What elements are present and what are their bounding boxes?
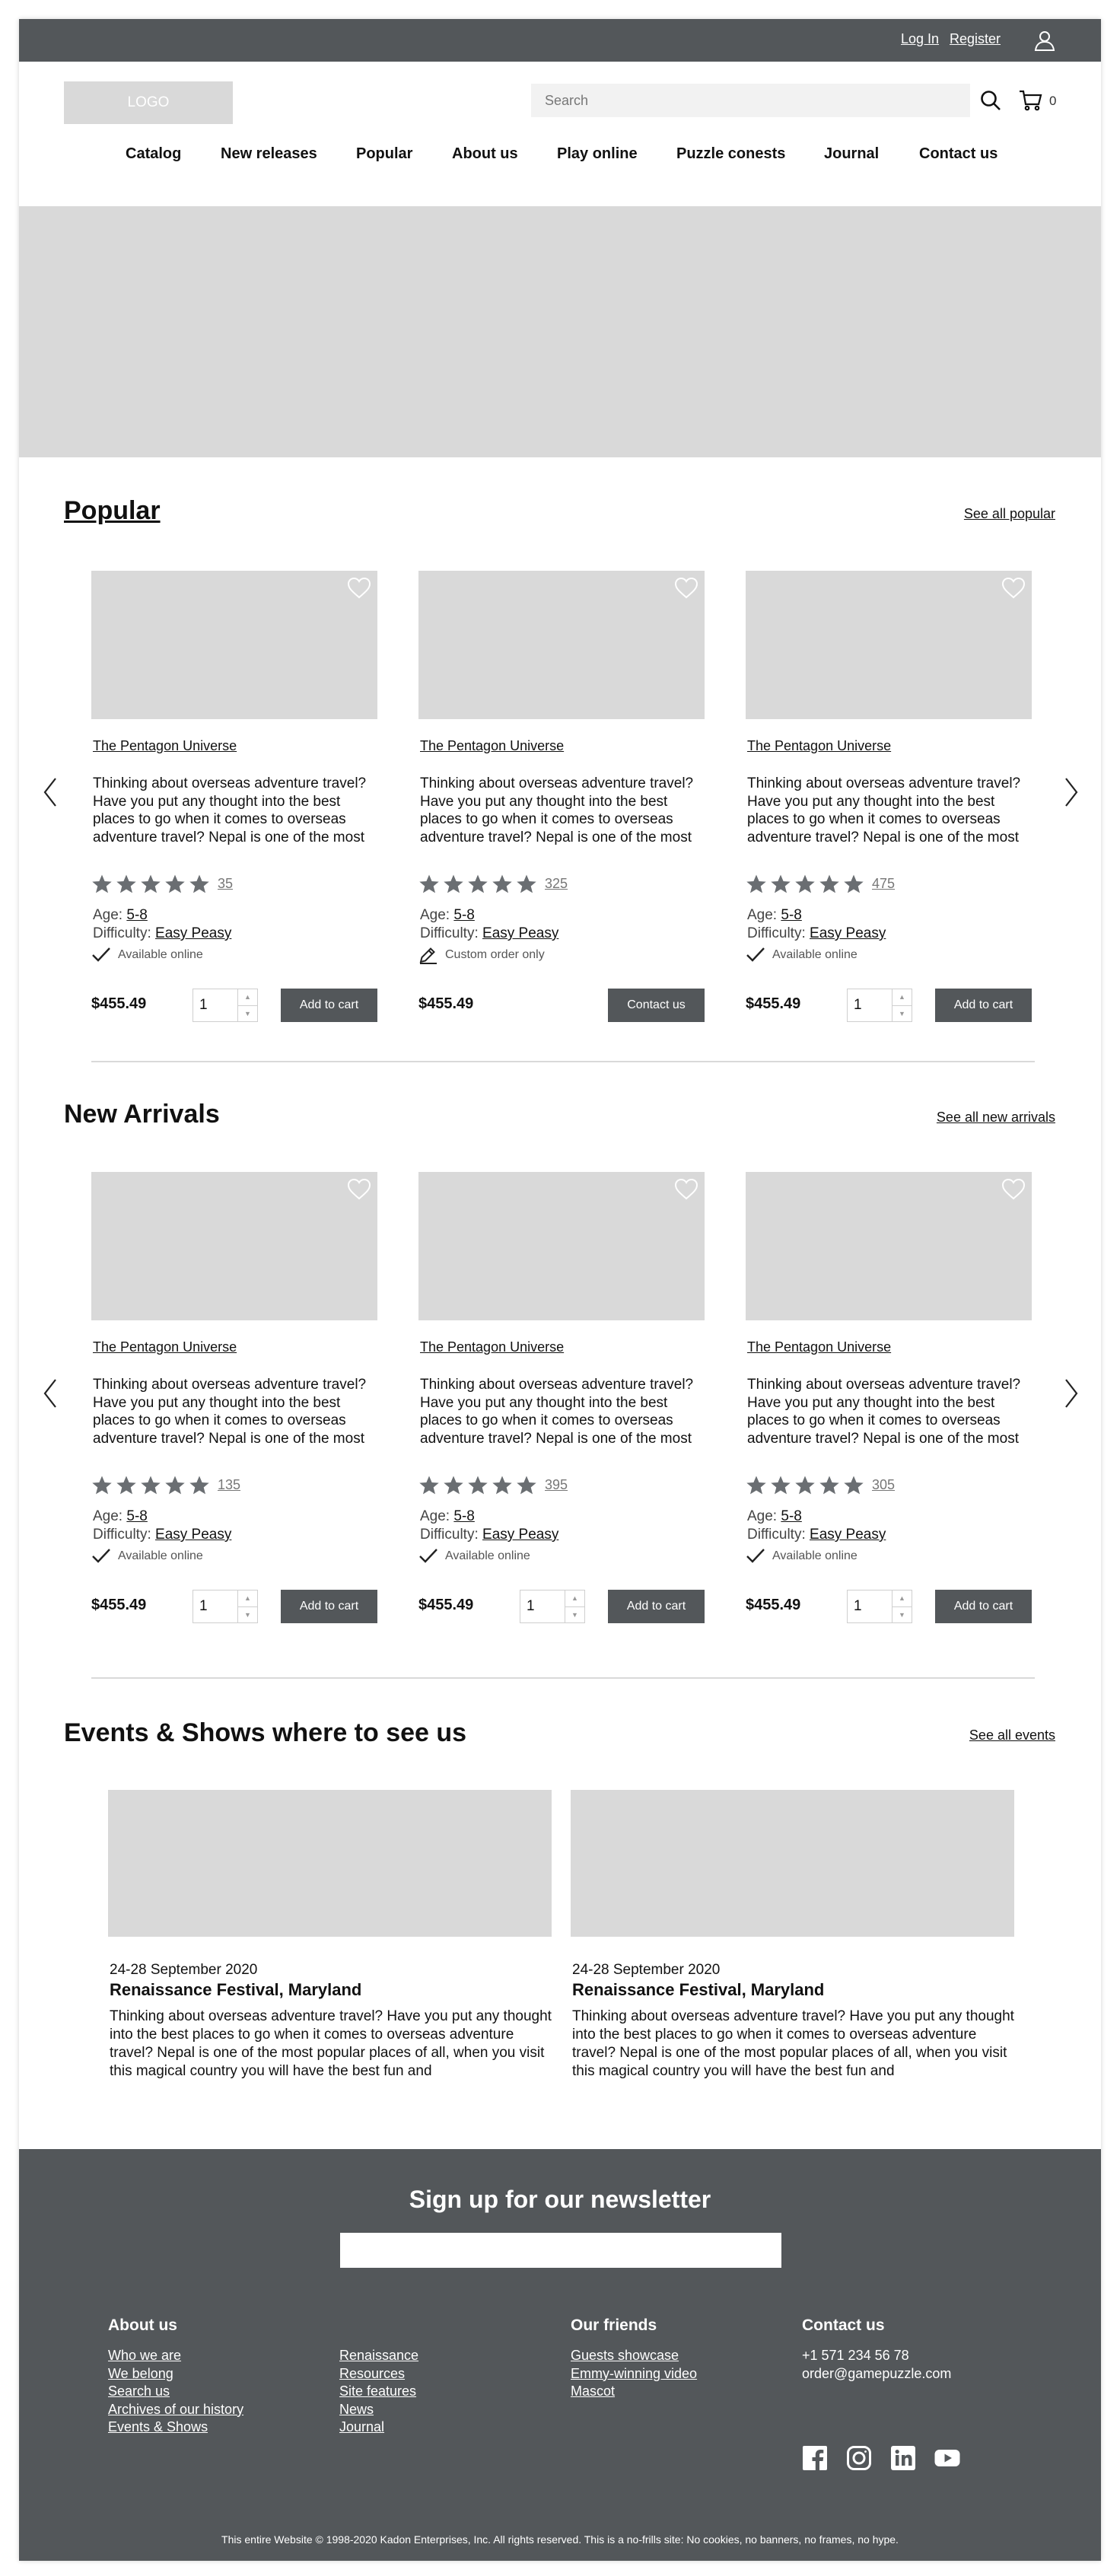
heart-icon[interactable] [1001, 1178, 1026, 1201]
age-value-link[interactable]: 5-8 [126, 907, 148, 923]
carousel-prev-arrow[interactable] [42, 1378, 59, 1409]
age-label: Age: [747, 907, 778, 923]
main-nav [19, 145, 1101, 168]
decrement-icon[interactable]: ▼ [565, 1606, 584, 1623]
product-name-link[interactable]: The Pentagon Universe [420, 738, 565, 753]
decrement-icon[interactable]: ▼ [892, 1606, 912, 1623]
increment-icon[interactable]: ▲ [244, 1594, 251, 1603]
product-name-link[interactable]: The Pentagon Universe [93, 738, 237, 753]
availability-text: Available online [445, 1549, 530, 1562]
difficulty-value-link[interactable]: Easy Peasy [810, 1527, 886, 1543]
nav-contact-us[interactable]: Contact us [919, 145, 998, 162]
rating-star-icon [164, 874, 186, 895]
footer-more-links [339, 2347, 418, 2437]
quantity-stepper[interactable] [520, 1590, 585, 1623]
rating-star-icon [794, 1475, 816, 1496]
rating-star-icon [819, 1475, 840, 1496]
age-value-link[interactable]: 5-8 [781, 907, 802, 923]
product-age [420, 907, 475, 924]
see-all-popular-link[interactable]: See all popular [963, 506, 1055, 521]
product-price: $455.49 [746, 995, 801, 1012]
age-label: Age: [420, 1508, 450, 1524]
quantity-stepper[interactable] [847, 989, 912, 1022]
rating-star-icon [116, 874, 137, 895]
rating-stars [91, 874, 210, 895]
review-count-link[interactable]: 325 [545, 876, 568, 891]
decrement-icon[interactable]: ▼ [892, 1005, 912, 1022]
product-price: $455.49 [746, 1597, 801, 1613]
product-price: $455.49 [418, 1597, 474, 1613]
rating-star-icon [189, 874, 210, 895]
rating-star-icon [770, 874, 791, 895]
footer-link-search-us[interactable]: Search us [108, 2383, 170, 2399]
hero-banner[interactable] [19, 206, 1101, 457]
carousel-next-arrow[interactable] [1063, 777, 1080, 807]
rating-star-icon [843, 1475, 864, 1496]
rating-star-icon [746, 874, 767, 895]
footer-link-archives[interactable]: Archives of our history [108, 2401, 244, 2417]
age-value-link[interactable]: 5-8 [453, 1508, 475, 1524]
rating-star-icon [189, 1475, 210, 1496]
product-difficulty [93, 925, 231, 942]
heart-icon[interactable] [674, 577, 698, 600]
difficulty-label: Difficulty: [93, 925, 151, 941]
event-date: 24-28 September 2020 [572, 1962, 721, 1978]
increment-icon[interactable]: ▲ [244, 993, 251, 1001]
footer-link-emmy-video[interactable]: Emmy-winning video [571, 2365, 698, 2381]
product-difficulty [747, 925, 886, 942]
quantity-value[interactable]: 1 [527, 1598, 535, 1614]
nav-catalog[interactable]: Catalog [126, 145, 182, 162]
footer-friends-links [571, 2347, 697, 2401]
rating-star-icon [140, 1475, 161, 1496]
new-arrivals-title: New Arrivals [64, 1100, 220, 1129]
cart-count: 0 [1049, 94, 1057, 108]
product-price: $455.49 [418, 995, 474, 1012]
event-title[interactable]: Renaissance Festival, Maryland [110, 1980, 362, 1999]
age-value-link[interactable]: 5-8 [781, 1508, 802, 1524]
age-value-link[interactable]: 5-8 [126, 1508, 148, 1524]
difficulty-value-link[interactable]: Easy Peasy [482, 1527, 559, 1543]
rating-star-icon [164, 1475, 186, 1496]
product-price: $455.49 [91, 995, 147, 1012]
section-divider [91, 1677, 1035, 1679]
difficulty-label: Difficulty: [747, 1527, 806, 1543]
pencil-icon [418, 946, 438, 964]
product-name-link[interactable]: The Pentagon Universe [747, 1339, 892, 1355]
difficulty-value-link[interactable]: Easy Peasy [155, 1527, 232, 1543]
rating-star-icon [516, 1475, 537, 1496]
events-title: Events & Shows where to see us [64, 1718, 467, 1747]
decrement-icon[interactable]: ▼ [238, 1005, 257, 1022]
add-to-cart-button[interactable]: Add to cart [935, 989, 1032, 1022]
rating-star-icon [770, 1475, 791, 1496]
add-to-cart-button[interactable]: Add to cart [281, 989, 377, 1022]
popular-title: Popular [64, 496, 161, 525]
nav-puzzle-contests[interactable]: Puzzle conests [676, 145, 786, 162]
rating-star-icon [116, 1475, 137, 1496]
footer-link-events-shows[interactable]: Events & Shows [108, 2419, 208, 2434]
check-icon [91, 946, 111, 964]
instagram-icon[interactable] [846, 2445, 872, 2471]
login-link[interactable]: Log In [901, 31, 940, 46]
see-all-new-arrivals-link[interactable]: See all new arrivals [936, 1110, 1055, 1125]
register-link[interactable]: Register [950, 31, 1001, 46]
product-age [420, 1508, 475, 1525]
rating-star-icon [746, 1475, 767, 1496]
event-date: 24-28 September 2020 [110, 1962, 258, 1978]
footer [19, 2149, 1101, 2561]
product-name-link[interactable]: The Pentagon Universe [420, 1339, 565, 1355]
age-label: Age: [420, 907, 450, 923]
carousel-next-arrow[interactable] [1063, 1378, 1080, 1409]
difficulty-label: Difficulty: [420, 925, 479, 941]
footer-link-site-features[interactable]: Site features [339, 2383, 417, 2399]
see-all-events-link[interactable]: See all events [969, 1727, 1055, 1743]
product-card[interactable] [91, 1172, 377, 1629]
product-image[interactable] [746, 571, 1032, 719]
event-image[interactable] [108, 1790, 552, 1937]
footer-link-resources[interactable]: Resources [339, 2365, 406, 2381]
quantity-value[interactable]: 1 [854, 997, 862, 1013]
review-count-link[interactable]: 475 [872, 876, 896, 891]
add-to-cart-button[interactable]: Add to cart [608, 1590, 705, 1623]
rating-stars [418, 1475, 537, 1496]
availability-status [746, 946, 858, 964]
availability-status [746, 1547, 858, 1565]
nav-play-online[interactable]: Play online [557, 145, 638, 162]
footer-link-mascot[interactable]: Mascot [571, 2383, 616, 2399]
availability-text: Available online [118, 948, 203, 961]
product-description: Thinking about overseas adventure travel? Have you put any thought into the best places to go when it comes to overseas adventure travel? Nepal is one of the most [420, 1377, 694, 1447]
product-description: Thinking about overseas adventure travel? Have you put any thought into the best places to go when it comes to overseas adventure travel? Nepal is one of the most [747, 775, 1021, 845]
event-description: Thinking about overseas adventure travel? Have you put any thought into the best places to go when it comes to overseas adventure travel? Nepal is one of the most popular places of all, when you visit this magical country you will have the best fun and [110, 2008, 552, 2079]
rating-star-icon [91, 1475, 113, 1496]
newsletter-title: Sign up for our newsletter [409, 2186, 711, 2213]
check-icon [91, 1547, 111, 1565]
search-icon[interactable] [979, 89, 1002, 112]
rating-stars [746, 874, 864, 895]
add-to-cart-button[interactable]: Add to cart [281, 1590, 377, 1623]
rating-star-icon [418, 874, 440, 895]
quantity-stepper[interactable] [847, 1590, 912, 1623]
product-description: Thinking about overseas adventure travel? Have you put any thought into the best places to go when it comes to overseas adventure travel? Nepal is one of the most [747, 1377, 1021, 1447]
product-image[interactable] [418, 571, 705, 719]
increment-icon[interactable]: ▲ [899, 993, 905, 1001]
quantity-stepper[interactable] [192, 1590, 258, 1623]
age-label: Age: [747, 1508, 778, 1524]
event-card[interactable] [571, 1790, 1014, 2094]
difficulty-value-link[interactable]: Easy Peasy [482, 925, 559, 941]
contact-us-button[interactable]: Contact us [608, 989, 705, 1022]
user-icon[interactable] [1032, 28, 1057, 53]
quantity-value[interactable]: 1 [854, 1598, 862, 1614]
nav-new-releases[interactable]: New releases [221, 145, 317, 162]
footer-link-guests-showcase[interactable]: Guests showcase [571, 2348, 679, 2363]
product-card[interactable] [418, 571, 705, 1027]
footer-about-links [108, 2347, 243, 2437]
difficulty-label: Difficulty: [747, 925, 806, 941]
rating-star-icon [443, 1475, 464, 1496]
product-age [93, 1508, 148, 1525]
product-difficulty [420, 925, 558, 942]
rating-stars [91, 1475, 210, 1496]
quantity-value[interactable]: 1 [199, 997, 208, 1013]
newsletter-email-input[interactable] [340, 2233, 781, 2268]
product-difficulty [420, 1527, 558, 1543]
footer-link-who-we-are[interactable]: Who we are [108, 2348, 182, 2363]
decrement-icon[interactable]: ▼ [238, 1606, 257, 1623]
age-value-link[interactable]: 5-8 [453, 907, 475, 923]
footer-link-renaissance[interactable]: Renaissance [339, 2348, 419, 2363]
product-image[interactable] [746, 1172, 1032, 1320]
difficulty-value-link[interactable]: Easy Peasy [155, 925, 232, 941]
increment-icon[interactable]: ▲ [571, 1594, 578, 1603]
age-label: Age: [93, 1508, 123, 1524]
product-age [747, 1508, 802, 1525]
footer-friends-title: Our friends [571, 2316, 657, 2334]
nav-about-us[interactable]: About us [452, 145, 518, 162]
availability-status [91, 1547, 203, 1565]
rating-star-icon [467, 1475, 488, 1496]
product-difficulty [93, 1527, 231, 1543]
top-bar [19, 19, 1101, 62]
check-icon [746, 1547, 765, 1565]
facebook-icon[interactable] [802, 2445, 828, 2471]
footer-link-we-belong[interactable]: We belong [108, 2365, 173, 2381]
heart-icon[interactable] [347, 577, 371, 600]
product-card[interactable] [91, 571, 377, 1027]
product-card[interactable] [746, 1172, 1032, 1629]
section-divider [91, 1061, 1035, 1062]
review-count-link[interactable]: 395 [545, 1477, 568, 1492]
search-input[interactable] [531, 84, 970, 117]
review-count-link[interactable]: 305 [872, 1477, 896, 1492]
event-card[interactable] [108, 1790, 552, 2094]
rating-star-icon [492, 874, 513, 895]
footer-contact-title: Contact us [802, 2316, 885, 2334]
quantity-value[interactable]: 1 [199, 1598, 208, 1614]
footer-link-news[interactable]: News [339, 2401, 374, 2417]
rating-star-icon [443, 874, 464, 895]
availability-status [418, 1547, 530, 1565]
product-description: Thinking about overseas adventure travel? Have you put any thought into the best places to go when it comes to overseas adventure travel? Nepal is one of the most [93, 1377, 367, 1447]
rating-star-icon [819, 874, 840, 895]
product-description: Thinking about overseas adventure travel? Have you put any thought into the best places to go when it comes to overseas adventure travel? Nepal is one of the most [420, 775, 694, 845]
availability-text: Available online [772, 948, 858, 961]
check-icon [418, 1547, 438, 1565]
page-frame [19, 19, 1101, 2561]
product-image[interactable] [91, 1172, 377, 1320]
linkedin-icon[interactable] [890, 2445, 916, 2471]
rating-star-icon [492, 1475, 513, 1496]
product-card[interactable] [746, 571, 1032, 1027]
difficulty-value-link[interactable]: Easy Peasy [810, 925, 886, 941]
quantity-stepper[interactable] [192, 989, 258, 1022]
event-image[interactable] [571, 1790, 1014, 1937]
product-difficulty [747, 1527, 886, 1543]
rating-stars [746, 1475, 864, 1496]
copyright-text: This entire Website © 1998-2020 Kadon Enterprises, Inc. All rights reserved. This is a no-frills site: No cookies, no banners, no frames, no hype. [221, 2533, 899, 2546]
availability-text: Custom order only [445, 948, 545, 961]
product-price: $455.49 [91, 1597, 147, 1613]
contact-email[interactable]: order@gamepuzzle.com [802, 2365, 952, 2381]
event-description: Thinking about overseas adventure travel? Have you put any thought into the best places to go when it comes to overseas adventure travel? Nepal is one of the most popular places of all, when you visit this magical country you will have the best fun and [572, 2008, 1014, 2079]
rating-star-icon [91, 874, 113, 895]
product-name-link[interactable]: The Pentagon Universe [93, 1339, 237, 1355]
carousel-prev-arrow[interactable] [42, 777, 59, 807]
availability-status [91, 946, 203, 964]
review-count-link[interactable]: 135 [218, 1477, 241, 1492]
heart-icon[interactable] [1001, 577, 1026, 600]
footer-contact [802, 2347, 951, 2383]
rating-stars [418, 874, 537, 895]
event-title[interactable]: Renaissance Festival, Maryland [572, 1980, 825, 1999]
product-name-link[interactable]: The Pentagon Universe [747, 738, 892, 753]
rating-star-icon [140, 874, 161, 895]
rating-star-icon [794, 874, 816, 895]
age-label: Age: [93, 907, 123, 923]
rating-star-icon [467, 874, 488, 895]
footer-about-title: About us [108, 2316, 177, 2334]
availability-text: Available online [772, 1549, 858, 1562]
contact-phone[interactable]: +1 571 234 56 78 [802, 2348, 909, 2363]
availability-status [418, 946, 545, 964]
nav-journal[interactable]: Journal [824, 145, 880, 162]
check-icon [746, 946, 765, 964]
product-age [93, 907, 148, 924]
availability-text: Available online [118, 1549, 203, 1562]
heart-icon[interactable] [674, 1178, 698, 1201]
footer-link-journal[interactable]: Journal [339, 2419, 385, 2434]
product-card[interactable] [418, 1172, 705, 1629]
cart-icon[interactable] [1018, 89, 1042, 112]
rating-star-icon [516, 874, 537, 895]
review-count-link[interactable]: 35 [218, 876, 234, 891]
product-image[interactable] [91, 571, 377, 719]
difficulty-label: Difficulty: [420, 1527, 479, 1543]
rating-star-icon [843, 874, 864, 895]
add-to-cart-button[interactable]: Add to cart [935, 1590, 1032, 1623]
heart-icon[interactable] [347, 1178, 371, 1201]
product-age [747, 907, 802, 924]
product-image[interactable] [418, 1172, 705, 1320]
youtube-icon[interactable] [934, 2445, 960, 2471]
increment-icon[interactable]: ▲ [899, 1594, 905, 1603]
logo[interactable]: LOGO [64, 81, 233, 124]
difficulty-label: Difficulty: [93, 1527, 151, 1543]
rating-star-icon [418, 1475, 440, 1496]
product-description: Thinking about overseas adventure travel? Have you put any thought into the best places to go when it comes to overseas adventure travel? Nepal is one of the most [93, 775, 367, 845]
nav-popular[interactable]: Popular [356, 145, 413, 162]
